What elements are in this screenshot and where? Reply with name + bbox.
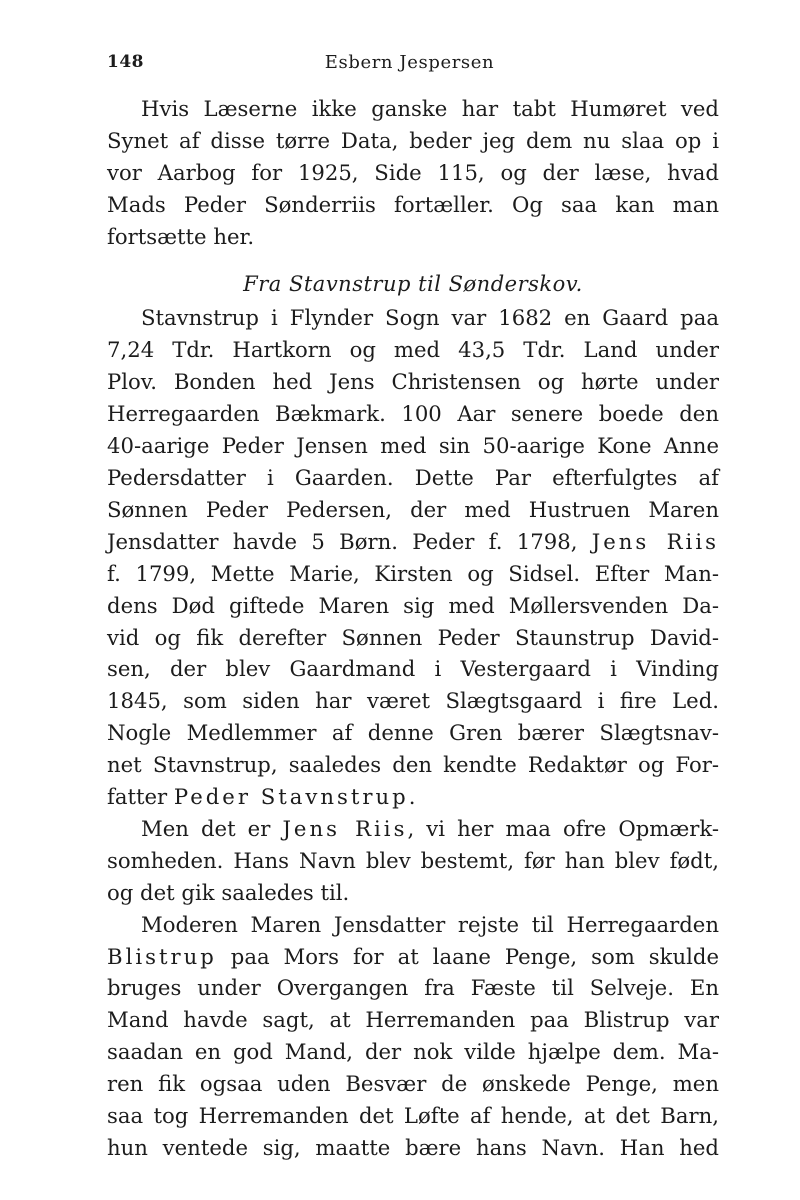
paragraph-3 (107, 813, 719, 909)
text-line: Mads Peder Sønderriis fortæller. Og saa kan man (107, 191, 719, 217)
text-segment: fatter (107, 784, 174, 810)
running-title: Esbern Jespersen (324, 52, 495, 73)
text-line: bruges under Overgangen fra Fæste til Selveje. En (107, 975, 719, 1001)
text-line (107, 941, 719, 973)
text-line: sen, der blev Gaardmand i Vestergaard i Vinding (107, 656, 719, 682)
text-segment: Jensdatter havde 5 Børn. Peder f. 1798, (107, 528, 592, 554)
text-segment: , vi her maa ofre Opmærk- (407, 815, 720, 841)
text-line: vor Aarbog for 1925, Side 115, og der læse, hvad (107, 159, 719, 185)
section-heading: Fra Stavnstrup til Sønderskov. (243, 271, 583, 296)
paragraph-1 (107, 93, 719, 253)
text-line: fortsætte her. (107, 223, 255, 249)
body-text (107, 93, 719, 1164)
text-line: net Stavnstrup, saaledes den kendte Redaktør og For- (107, 752, 719, 778)
text-line: og det gik saaledes til. (107, 879, 350, 905)
page-number: 148 (107, 52, 144, 72)
text-segment: paa Mors for at laane Penge, som skulde (216, 943, 719, 969)
text-line: vid og fik derefter Sønnen Peder Staunstrup David- (107, 624, 719, 650)
text-line: ren fik ogsaa uden Besvær de ønskede Penge, men (107, 1071, 719, 1097)
text-line: 7,24 Tdr. Hartkorn og med 43,5 Tdr. Land under (107, 337, 719, 363)
text-line: Sønnen Peder Pedersen, der med Hustruen Maren (107, 496, 719, 522)
paragraph-2 (107, 302, 719, 813)
text-line (107, 781, 719, 813)
spaced-name: Blistrup (107, 943, 217, 969)
spaced-name: Jens Riis (591, 528, 719, 554)
text-line: 40-aarige Peder Jensen med sin 50-aarige Kone Anne (107, 433, 719, 459)
text-line: Herregaarden Bækmark. 100 Aar senere boede den (107, 401, 719, 427)
text-line: 1845, som siden har været Slægtsgaard i fire Led. (107, 688, 719, 714)
page-header (107, 52, 712, 88)
spaced-name: Peder Stavnstrup. (173, 784, 419, 810)
text-segment: Men det er (141, 815, 283, 841)
text-line: Stavnstrup i Flynder Sogn var 1682 en Gaard paa (141, 305, 719, 331)
paragraph-4 (107, 909, 719, 1164)
text-line: Moderen Maren Jensdatter rejste til Herregaarden (141, 911, 719, 937)
text-line: Nogle Medlemmer af denne Gren bærer Slægtsnav- (107, 720, 719, 746)
text-line: somheden. Hans Navn blev bestemt, før han blev født, (107, 847, 719, 873)
text-line: f. 1799, Mette Marie, Kirsten og Sidsel. Efter Man- (107, 560, 719, 586)
text-line: Plov. Bonden hed Jens Christensen og hørte under (107, 369, 719, 395)
text-line: Synet af disse tørre Data, beder jeg dem nu slaa op i (107, 127, 719, 153)
text-line: saa tog Herremanden det Løfte af hende, at det Barn, (107, 1103, 719, 1129)
text-line: Hvis Læserne ikke ganske har tabt Humøret ved (141, 96, 719, 121)
text-line: Pedersdatter i Gaarden. Dette Par efterfulgtes af (107, 464, 719, 490)
text-line (107, 813, 719, 845)
text-line: saadan en god Mand, der nok vilde hjælpe dem. Ma- (107, 1039, 719, 1065)
text-line: hun ventede sig, maatte bære hans Navn. Han hed (107, 1135, 719, 1160)
text-line: Mand havde sagt, at Herremanden paa Blistrup var (107, 1007, 719, 1033)
text-line (107, 526, 719, 558)
spaced-name: Jens Riis (282, 815, 408, 841)
text-line: dens Død giftede Maren sig med Møllersvenden Da- (107, 592, 719, 618)
